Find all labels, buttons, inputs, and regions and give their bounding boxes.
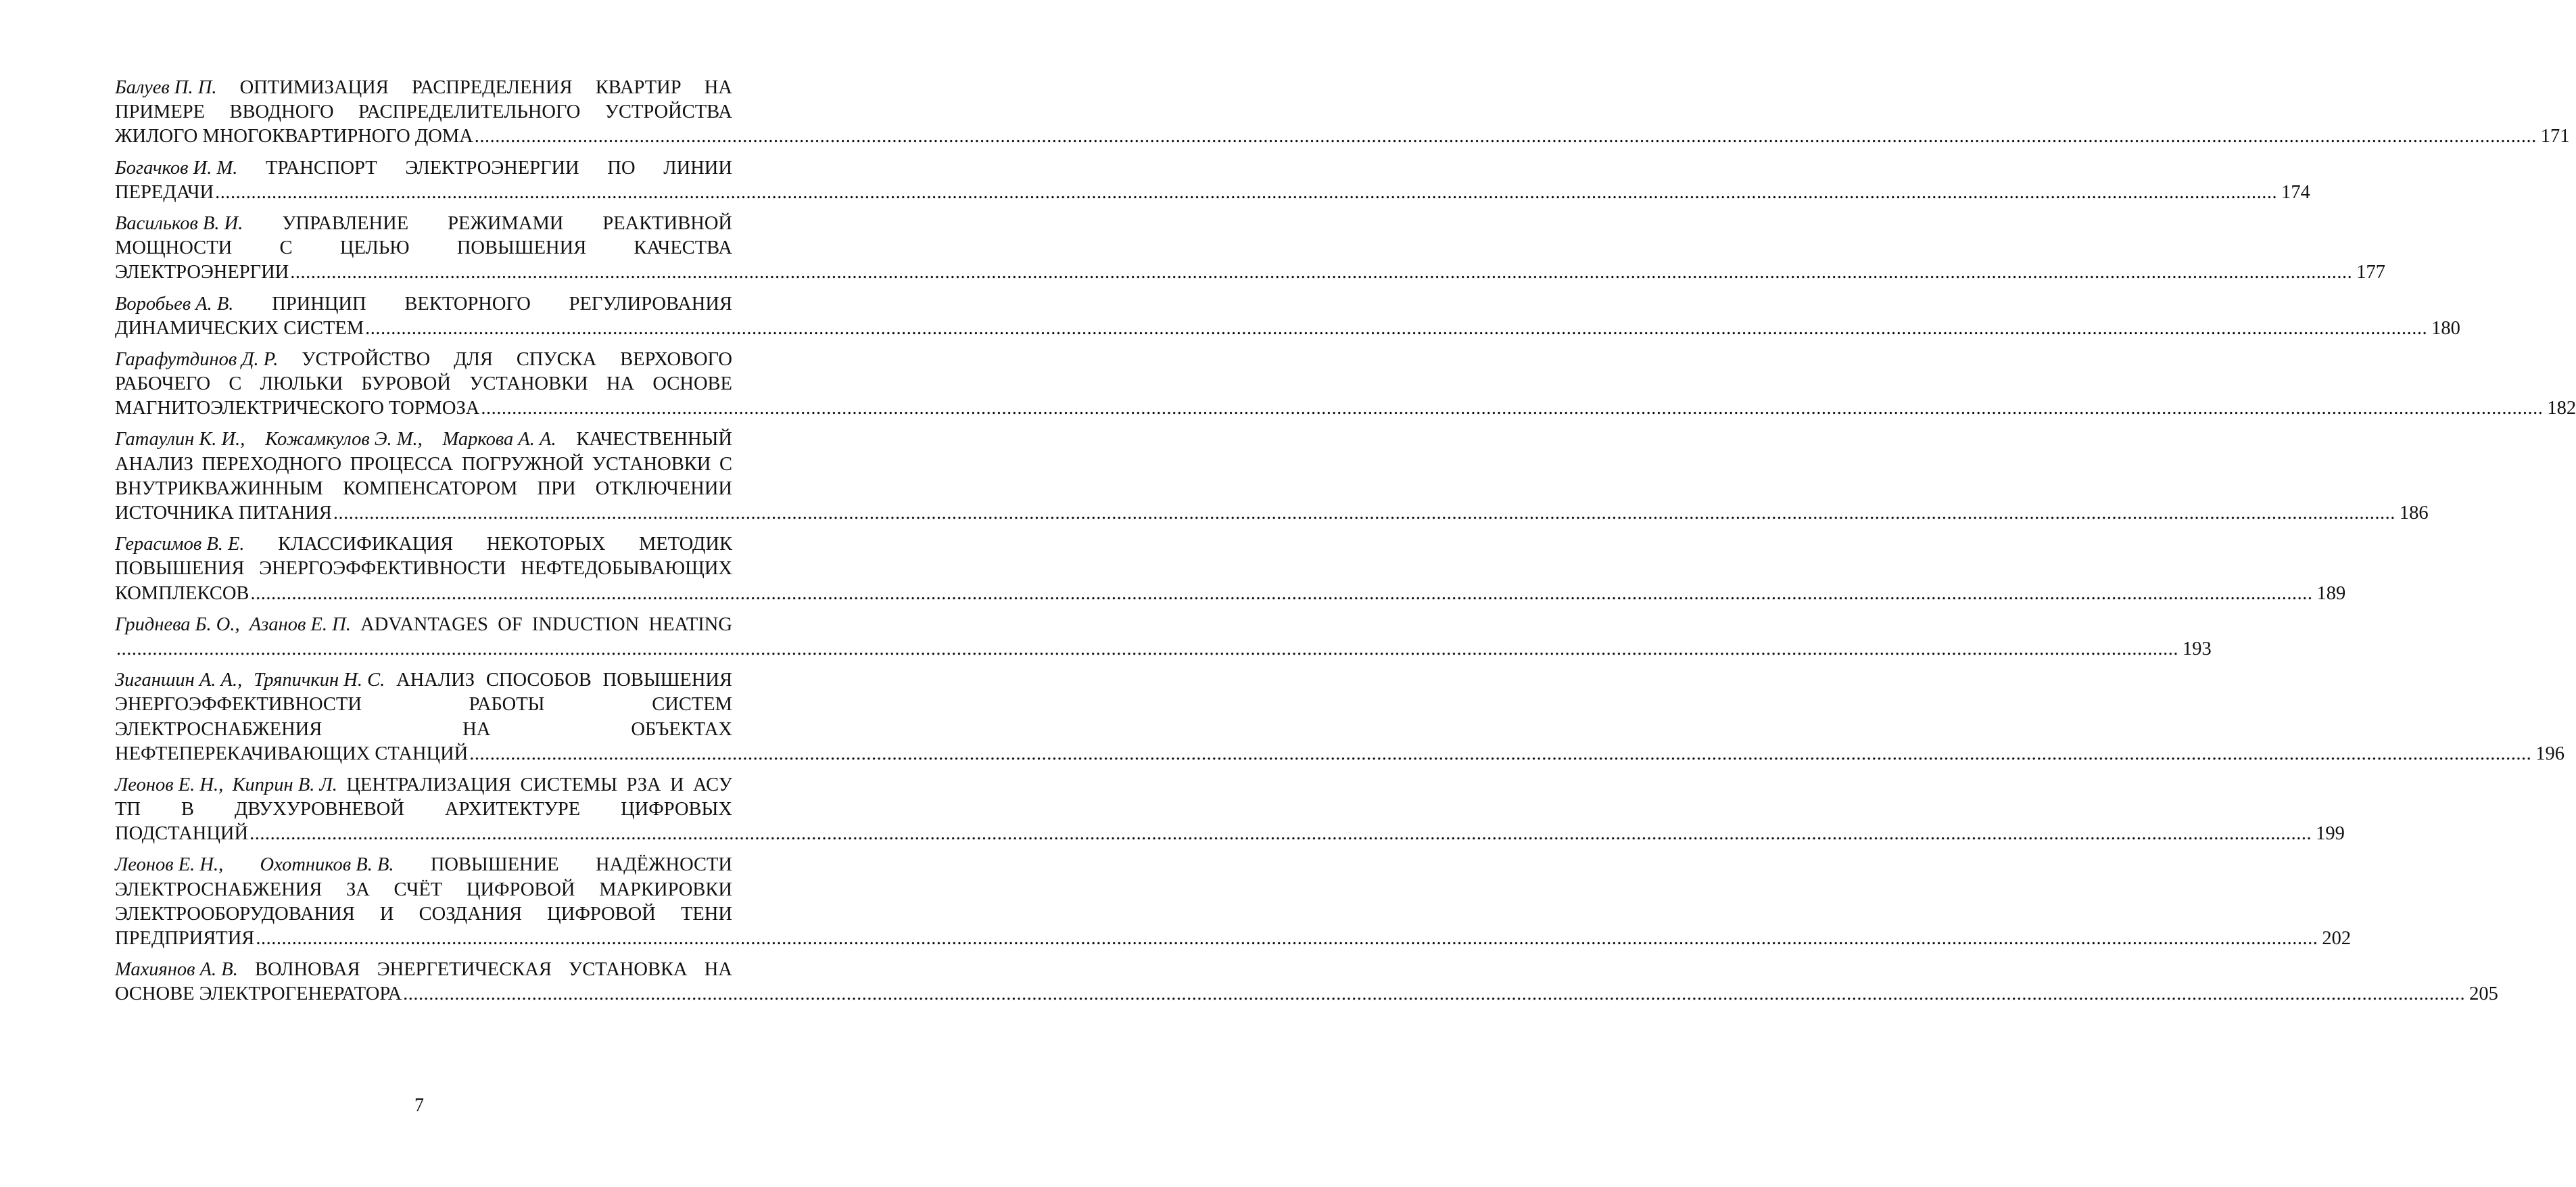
table-of-contents <box>115 76 2576 1014</box>
title-word: ЭНЕРГЕТИЧЕСКАЯ <box>377 959 552 981</box>
toc-entry-line <box>115 100 732 124</box>
toc-entry-last-line <box>115 124 2570 149</box>
title-word: НЕКОТОРЫХ <box>486 534 606 555</box>
title-last-line-text: ПЕРЕДАЧИ <box>115 181 214 203</box>
title-word: УСТРОЙСТВО <box>302 348 431 370</box>
title-word: ПРИМЕРЕ <box>115 101 206 123</box>
title-word: УСТРОЙСТВА <box>604 101 732 123</box>
toc-entry[interactable] <box>115 348 2576 421</box>
toc-entry-line <box>115 348 732 372</box>
title-word: ВНУТРИКВАЖИННЫМ <box>115 478 323 499</box>
author-name: Леонов Е. Н., <box>115 774 224 795</box>
page-reference[interactable]: 174 <box>2281 181 2310 203</box>
title-word: УСТАНОВКА <box>569 959 688 981</box>
toc-entry-line <box>115 718 732 742</box>
author-name: Киприн В. Л. <box>232 774 337 795</box>
title-word: ПОВЫШЕНИЯ <box>456 237 587 259</box>
title-word: КАЧЕСТВА <box>634 237 732 259</box>
page-reference[interactable]: 196 <box>2535 743 2565 764</box>
title-word: НЕФТЕДОБЫВАЮЩИХ <box>521 558 732 580</box>
title-word: СЧЁТ <box>393 879 443 900</box>
author-name: Гарафутдинов Д. Р. <box>115 348 279 370</box>
toc-entry[interactable] <box>115 212 2386 285</box>
author-name: Герасимов В. Е. <box>115 534 245 555</box>
toc-entry[interactable] <box>115 156 2310 205</box>
title-word: ТРАНСПОРТ <box>266 157 377 179</box>
toc-entry-last-line <box>115 501 2429 526</box>
title-word: УСТАНОВКИ <box>592 453 711 475</box>
author-name: Балуев П. П. <box>115 77 217 98</box>
title-word: ЭЛЕКТРОЭНЕРГИИ <box>405 157 579 179</box>
title-word: СПУСКА <box>516 348 597 370</box>
dot-leader: ................................................................................................................................................................................................................................................................................................................................................................................................................ <box>403 983 2466 1005</box>
title-last-line-text: НЕФТЕПЕРЕКАЧИВАЮЩИХ СТАНЦИЙ <box>115 743 469 764</box>
title-word: МЕТОДИК <box>638 534 732 555</box>
title-word: РЕЖИМАМИ <box>448 212 564 234</box>
title-word: УСТАНОВКИ <box>469 373 588 395</box>
title-word: ЭНЕРГОЭФФЕКТИВНОСТИ <box>115 694 362 716</box>
title-word: ЭНЕРГОЭФФЕКТИВНОСТИ <box>259 558 506 580</box>
author-name: Азанов Е. П. <box>249 613 351 635</box>
author-name: Воробьев А. В. <box>115 293 234 315</box>
title-word: INDUCTION <box>531 613 640 635</box>
toc-entry-line <box>115 668 732 693</box>
title-word: АСУ <box>693 774 732 795</box>
toc-entry[interactable] <box>115 668 2565 766</box>
toc-entry[interactable] <box>115 958 2498 1006</box>
title-word: ЦЕНТРАЛИЗАЦИЯ <box>346 774 512 795</box>
page-reference[interactable]: 177 <box>2356 262 2386 283</box>
title-word: ЦИФРОВОЙ <box>547 903 656 925</box>
title-word: ВВОДНОГО <box>229 101 334 123</box>
toc-entry-line <box>115 532 732 557</box>
toc-entry-last-line <box>115 982 2498 1006</box>
title-word: ПОГРУЖНОЙ <box>461 453 584 475</box>
title-last-line-text: ИСТОЧНИКА ПИТАНИЯ <box>115 503 332 523</box>
title-last-line-text: ПРЕДПРИЯТИЯ <box>115 928 255 949</box>
toc-entry-line <box>115 902 732 927</box>
title-word: ОПТИМИЗАЦИЯ <box>239 77 389 98</box>
toc-entry-last-line <box>115 822 2345 846</box>
dot-leader: ................................................................................................................................................................................................................................................................................................................................................................................................................ <box>116 638 2178 659</box>
toc-entry[interactable] <box>115 613 2212 661</box>
title-word: РАСПРЕДЕЛЕНИЯ <box>411 77 573 98</box>
toc-entry-last-line <box>115 260 2386 285</box>
title-word: НА <box>462 718 491 740</box>
page-reference[interactable]: 193 <box>2183 638 2212 659</box>
title-word: КЛАССИФИКАЦИЯ <box>278 534 454 555</box>
title-word: ПОВЫШЕНИЯ <box>115 558 245 580</box>
title-last-line-text: ПОДСТАНЦИЙ <box>115 823 249 845</box>
toc-entry-line <box>115 236 732 260</box>
dot-leader: ................................................................................................................................................................................................................................................................................................................................................................................................................ <box>290 262 2353 283</box>
toc-entry[interactable] <box>115 76 2570 149</box>
title-word: С <box>229 373 242 395</box>
title-word: СПОСОБОВ <box>485 670 592 691</box>
title-word: КОМПЕНСАТОРОМ <box>343 478 518 499</box>
title-word: ВОЛНОВАЯ <box>255 959 360 981</box>
title-word: С <box>719 453 732 475</box>
author-name: Васильков В. И. <box>115 212 243 234</box>
title-last-line-text: МАГНИТОЭЛЕКТРИЧЕСКОГО ТОРМОЗА <box>115 398 480 419</box>
title-word: ОБЪЕКТАХ <box>631 718 732 740</box>
title-word: ПО <box>607 157 636 179</box>
title-word: РАСПРЕДЕЛИТЕЛЬНОГО <box>358 101 581 123</box>
author-name: Леонов Е. Н., <box>115 854 224 876</box>
title-word: ЗА <box>345 879 370 900</box>
title-word: С <box>279 237 293 259</box>
title-word: БУРОВОЙ <box>361 373 451 395</box>
toc-entry-last-line <box>115 317 2460 341</box>
toc-entry-last-line <box>115 927 2352 951</box>
title-word: НА <box>606 373 635 395</box>
title-word: ПРИНЦИП <box>272 293 366 315</box>
dot-leader: ................................................................................................................................................................................................................................................................................................................................................................................................................ <box>249 823 2312 845</box>
title-word: ДВУХУРОВНЕВОЙ <box>234 799 404 820</box>
toc-entry-line <box>115 613 732 637</box>
title-word: И <box>379 903 394 925</box>
toc-entry-line <box>115 853 732 877</box>
toc-entry-last-line <box>115 396 2576 421</box>
toc-entry-last-line <box>115 181 2310 205</box>
page-reference[interactable]: 182 <box>2547 398 2576 419</box>
toc-entry-line <box>115 427 732 452</box>
page-reference[interactable]: 202 <box>2322 928 2352 949</box>
page-reference[interactable]: 171 <box>2540 126 2570 147</box>
page-reference[interactable]: 186 <box>2399 503 2429 523</box>
author-name: Охотников В. В. <box>260 854 394 876</box>
title-word: ADVANTAGES <box>360 613 488 635</box>
title-word: ЛЮЛЬКИ <box>260 373 343 395</box>
toc-entry[interactable] <box>115 532 2346 606</box>
toc-entry-line <box>115 452 732 477</box>
title-word: СИСТЕМЫ <box>520 774 618 795</box>
title-last-line-text: ЭЛЕКТРОЭНЕРГИИ <box>115 262 289 283</box>
title-word: ЭЛЕКТРООБОРУДОВАНИЯ <box>115 903 355 925</box>
title-word: МАРКИРОВКИ <box>599 879 732 900</box>
toc-entry-line <box>115 797 732 822</box>
title-word: ТП <box>115 799 141 820</box>
toc-entry-line <box>115 477 732 501</box>
toc-entry-line <box>115 557 732 581</box>
title-word: КАЧЕСТВЕННЫЙ <box>576 429 732 450</box>
title-word: УПРАВЛЕНИЕ <box>282 212 409 234</box>
title-word: OF <box>498 613 523 635</box>
page-reference[interactable]: 180 <box>2431 317 2460 339</box>
title-word: HEATING <box>648 613 732 635</box>
title-word: МОЩНОСТИ <box>115 237 233 259</box>
title-word: ЦИФРОВЫХ <box>621 799 732 820</box>
dot-leader: ................................................................................................................................................................................................................................................................................................................................................................................................................ <box>474 126 2537 147</box>
title-word: ТЕНИ <box>680 903 732 925</box>
toc-entry-line <box>115 76 732 100</box>
dot-leader: ................................................................................................................................................................................................................................................................................................................................................................................................................ <box>250 582 2313 604</box>
toc-entry-line <box>115 156 732 181</box>
dot-leader: ................................................................................................................................................................................................................................................................................................................................................................................................................ <box>256 928 2318 949</box>
page-reference[interactable]: 205 <box>2469 983 2498 1005</box>
title-word: КВАРТИР <box>595 77 682 98</box>
page-number: 7 <box>414 1095 424 1116</box>
title-word: РЗА <box>626 774 661 795</box>
toc-entry-line <box>115 292 732 317</box>
toc-entry[interactable] <box>115 427 2429 526</box>
title-word: В <box>181 799 194 820</box>
title-word: НАДЁЖНОСТИ <box>595 854 732 876</box>
title-word: ЛИНИИ <box>663 157 732 179</box>
title-word: ПРОЦЕССА <box>350 453 454 475</box>
author-name: Гриднева Б. О., <box>115 613 240 635</box>
title-word: НА <box>704 77 732 98</box>
toc-entry-last-line <box>115 582 2346 606</box>
dot-leader: ................................................................................................................................................................................................................................................................................................................................................................................................................ <box>333 503 2395 523</box>
title-last-line-text: КОМПЛЕКСОВ <box>115 582 249 604</box>
title-word: ПРИ <box>537 478 576 499</box>
title-word: НА <box>704 959 732 981</box>
title-word: РАБОЧЕГО <box>115 373 211 395</box>
toc-entry-line <box>115 958 732 982</box>
toc-entry[interactable] <box>115 773 2345 847</box>
author-name: Гатаулин К. И., <box>115 429 245 450</box>
author-name: Кожамкулов Э. М., <box>265 429 423 450</box>
title-word: АНАЛИЗ <box>396 670 475 691</box>
page-reference[interactable]: 199 <box>2316 823 2345 845</box>
dot-leader: ................................................................................................................................................................................................................................................................................................................................................................................................................ <box>481 398 2544 419</box>
toc-entry-line <box>115 878 732 902</box>
dot-leader: ................................................................................................................................................................................................................................................................................................................................................................................................................ <box>365 317 2428 339</box>
toc-entry-last-line <box>115 637 2212 661</box>
title-word: АРХИТЕКТУРЕ <box>444 799 581 820</box>
author-name: Махиянов А. В. <box>115 959 238 981</box>
author-name: Тряпичкин Н. С. <box>254 670 385 691</box>
title-word: РЕГУЛИРОВАНИЯ <box>569 293 732 315</box>
title-word: СОЗДАНИЯ <box>419 903 522 925</box>
toc-entry-line <box>115 773 732 797</box>
title-word: ВЕРХОВОГО <box>620 348 732 370</box>
title-word: ПЕРЕХОДНОГО <box>201 453 342 475</box>
title-last-line-text: ЖИЛОГО МНОГОКВАРТИРНОГО ДОМА <box>115 126 473 147</box>
title-word: ВЕКТОРНОГО <box>404 293 531 315</box>
title-word: РЕАКТИВНОЙ <box>602 212 732 234</box>
title-word: ЦИФРОВОЙ <box>466 879 575 900</box>
toc-entry-line <box>115 212 732 236</box>
title-word: ОСНОВЕ <box>652 373 732 395</box>
author-name: Богачков И. М. <box>115 157 238 179</box>
dot-leader: ................................................................................................................................................................................................................................................................................................................................................................................................................ <box>215 181 2278 203</box>
author-name: Маркова А. А. <box>442 429 556 450</box>
title-last-line-text: ОСНОВЕ ЭЛЕКТРОГЕНЕРАТОРА <box>115 983 402 1005</box>
title-word: ДЛЯ <box>454 348 493 370</box>
title-word: РАБОТЫ <box>469 694 545 716</box>
title-last-line-text: ДИНАМИЧЕСКИХ СИСТЕМ <box>115 317 364 339</box>
dot-leader: ................................................................................................................................................................................................................................................................................................................................................................................................................ <box>469 743 2532 764</box>
title-word: ОТКЛЮЧЕНИИ <box>595 478 732 499</box>
toc-entry[interactable] <box>115 292 2460 341</box>
toc-entry-line <box>115 693 732 717</box>
toc-entry-line <box>115 372 732 396</box>
author-name: Зиганшин А. А., <box>115 670 243 691</box>
title-word: ЦЕЛЬЮ <box>339 237 410 259</box>
title-word: ЭЛЕКТРОСНАБЖЕНИЯ <box>115 718 323 740</box>
title-word: ЭЛЕКТРОСНАБЖЕНИЯ <box>115 879 323 900</box>
title-word: ПОВЫШЕНИЯ <box>602 670 732 691</box>
title-word: ПОВЫШЕНИЕ <box>430 854 559 876</box>
toc-entry[interactable] <box>115 853 2352 951</box>
title-word: АНАЛИЗ <box>115 453 193 475</box>
title-word: И <box>670 774 684 795</box>
toc-entry-last-line <box>115 742 2565 766</box>
title-word: СИСТЕМ <box>652 694 732 716</box>
page-reference[interactable]: 189 <box>2316 582 2346 604</box>
